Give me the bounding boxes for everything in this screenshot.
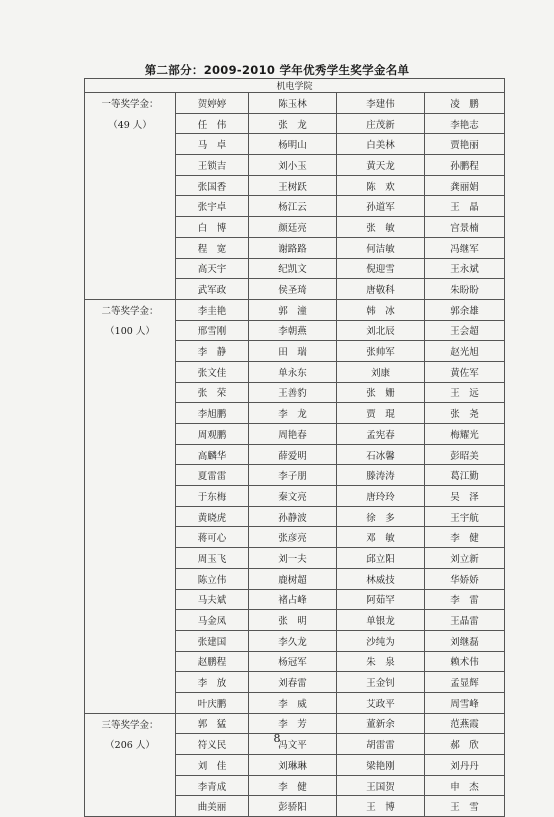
- student-name-cell: 李 放: [176, 672, 249, 693]
- student-name-cell: 何洁敏: [337, 237, 425, 258]
- student-name-cell: 刘琳琳: [249, 755, 337, 776]
- student-name-cell: 王永斌: [425, 258, 505, 279]
- student-name-cell: 龚丽娟: [425, 175, 505, 196]
- table-row: [85, 258, 505, 279]
- student-name-cell: 凌 鹏: [425, 93, 505, 114]
- student-name-cell: 张宇卓: [176, 196, 249, 217]
- student-name-cell: 艾政平: [337, 692, 425, 713]
- award-category-cell: [85, 775, 176, 796]
- student-name-cell: 单银龙: [337, 610, 425, 631]
- award-category-cell: [85, 548, 176, 569]
- table-row: [85, 113, 505, 134]
- student-name-cell: 于东梅: [176, 486, 249, 507]
- student-name-cell: 单永东: [249, 361, 337, 382]
- table-row: [85, 403, 505, 424]
- student-name-cell: 张帅军: [337, 341, 425, 362]
- student-name-cell: 王 晶: [425, 196, 505, 217]
- table-row: [85, 155, 505, 176]
- student-name-cell: 申 杰: [425, 775, 505, 796]
- award-category-cell: [85, 403, 176, 424]
- student-name-cell: 贾 琨: [337, 403, 425, 424]
- award-category-cell: [85, 465, 176, 486]
- award-category-cell: 一等奖学金：: [85, 93, 176, 114]
- table-row: [85, 444, 505, 465]
- table-row: [85, 424, 505, 445]
- student-name-cell: 李子朋: [249, 465, 337, 486]
- student-name-cell: 王锁吉: [176, 155, 249, 176]
- student-name-cell: 刘一夫: [249, 548, 337, 569]
- table-row: [85, 217, 505, 238]
- student-name-cell: 李朝燕: [249, 320, 337, 341]
- award-category-cell: [85, 382, 176, 403]
- award-category-cell: [85, 568, 176, 589]
- student-name-cell: 李 芳: [249, 713, 337, 734]
- table-row: [85, 589, 505, 610]
- student-name-cell: 李 健: [249, 775, 337, 796]
- student-name-cell: 褚占峰: [249, 589, 337, 610]
- student-name-cell: 李 静: [176, 341, 249, 362]
- student-name-cell: 冯继军: [425, 237, 505, 258]
- student-name-cell: 张 尧: [425, 403, 505, 424]
- table-row: [85, 775, 505, 796]
- table-row: [85, 506, 505, 527]
- student-name-cell: 唐敬科: [337, 279, 425, 300]
- award-category-cell: [85, 486, 176, 507]
- student-name-cell: 孙静波: [249, 506, 337, 527]
- student-name-cell: 刘 佳: [176, 755, 249, 776]
- student-name-cell: 郭余雄: [425, 299, 505, 320]
- student-name-cell: 邱立阳: [337, 548, 425, 569]
- table-row: [85, 630, 505, 651]
- student-name-cell: 宫景楠: [425, 217, 505, 238]
- table-row: [85, 134, 505, 155]
- student-name-cell: 张彦亮: [249, 527, 337, 548]
- student-name-cell: 董新余: [337, 713, 425, 734]
- student-name-cell: 郝 欣: [425, 734, 505, 755]
- page-number: 8: [273, 732, 281, 745]
- student-name-cell: 张 敏: [337, 217, 425, 238]
- award-category-cell: [85, 258, 176, 279]
- student-name-cell: 田 瑞: [249, 341, 337, 362]
- student-name-cell: 郭 猛: [176, 713, 249, 734]
- table-row: [85, 299, 505, 320]
- student-name-cell: 梅耀光: [425, 424, 505, 445]
- student-name-cell: 王国贺: [337, 775, 425, 796]
- student-name-cell: 任 伟: [176, 113, 249, 134]
- table-row: [85, 341, 505, 362]
- student-name-cell: 王 博: [337, 796, 425, 817]
- student-name-cell: 黄晓虎: [176, 506, 249, 527]
- student-name-cell: 赵鹏程: [176, 651, 249, 672]
- award-category-cell: [85, 424, 176, 445]
- student-name-cell: 范燕霞: [425, 713, 505, 734]
- student-name-cell: 杨明山: [249, 134, 337, 155]
- student-name-cell: 王金钊: [337, 672, 425, 693]
- student-name-cell: 周艳春: [249, 424, 337, 445]
- student-name-cell: 陈立伟: [176, 568, 249, 589]
- student-name-cell: 曲美丽: [176, 796, 249, 817]
- student-name-cell: 杨冠军: [249, 651, 337, 672]
- table-row: [85, 196, 505, 217]
- table-row: [85, 548, 505, 569]
- award-category-cell: [85, 755, 176, 776]
- award-category-cell: [85, 796, 176, 817]
- student-name-cell: 刘北辰: [337, 320, 425, 341]
- table-row: [85, 796, 505, 817]
- table-row: [85, 568, 505, 589]
- student-name-cell: 李旭鹏: [176, 403, 249, 424]
- student-name-cell: 谢路路: [249, 237, 337, 258]
- student-name-cell: 王 雪: [425, 796, 505, 817]
- table-row: [85, 672, 505, 693]
- student-name-cell: 王善豹: [249, 382, 337, 403]
- student-name-cell: 张文佳: [176, 361, 249, 382]
- award-category-cell: （100 人）: [85, 320, 176, 341]
- student-name-cell: 胡雷雷: [337, 734, 425, 755]
- award-category-cell: [85, 134, 176, 155]
- student-name-cell: 刘立新: [425, 548, 505, 569]
- student-name-cell: 赵光旭: [425, 341, 505, 362]
- student-name-cell: 秦文亮: [249, 486, 337, 507]
- award-category-cell: [85, 217, 176, 238]
- award-category-cell: [85, 630, 176, 651]
- student-name-cell: 李 雷: [425, 589, 505, 610]
- student-name-cell: 王晶雷: [425, 610, 505, 631]
- table-row: [85, 527, 505, 548]
- award-category-cell: [85, 341, 176, 362]
- student-name-cell: 程 宽: [176, 237, 249, 258]
- student-name-cell: 周雪峰: [425, 692, 505, 713]
- table-row: [85, 93, 505, 114]
- award-category-cell: [85, 237, 176, 258]
- student-name-cell: 陈 欢: [337, 175, 425, 196]
- student-name-cell: 华娇娇: [425, 568, 505, 589]
- table-row: [85, 320, 505, 341]
- student-name-cell: 朱 泉: [337, 651, 425, 672]
- student-name-cell: 白 博: [176, 217, 249, 238]
- student-name-cell: 符义民: [176, 734, 249, 755]
- student-name-cell: 黄佐军: [425, 361, 505, 382]
- table-row: [85, 279, 505, 300]
- student-name-cell: 杨江云: [249, 196, 337, 217]
- award-category-cell: [85, 279, 176, 300]
- student-name-cell: 王宇航: [425, 506, 505, 527]
- student-name-cell: 薛爱明: [249, 444, 337, 465]
- table-row: [85, 465, 505, 486]
- student-name-cell: 夏雷雷: [176, 465, 249, 486]
- award-category-cell: [85, 155, 176, 176]
- student-name-cell: 刘春雷: [249, 672, 337, 693]
- award-category-cell: 二等奖学金：: [85, 299, 176, 320]
- table-row: [85, 175, 505, 196]
- student-name-cell: 贾艳丽: [425, 134, 505, 155]
- student-name-cell: 韩 冰: [337, 299, 425, 320]
- student-name-cell: 孟显辉: [425, 672, 505, 693]
- student-name-cell: 林威技: [337, 568, 425, 589]
- student-name-cell: 刘继磊: [425, 630, 505, 651]
- award-category-cell: （206 人）: [85, 734, 176, 755]
- student-name-cell: 蒋可心: [176, 527, 249, 548]
- student-name-cell: 刘康: [337, 361, 425, 382]
- student-name-cell: 贺婷婷: [176, 93, 249, 114]
- student-name-cell: 邓 敏: [337, 527, 425, 548]
- award-category-cell: [85, 589, 176, 610]
- student-name-cell: 陈玉林: [249, 93, 337, 114]
- table-row: [85, 382, 505, 403]
- student-name-cell: 孙鹏程: [425, 155, 505, 176]
- scholarship-table: [84, 78, 505, 817]
- student-name-cell: 马金凤: [176, 610, 249, 631]
- student-name-cell: 张国香: [176, 175, 249, 196]
- award-category-cell: [85, 361, 176, 382]
- table-row: [85, 713, 505, 734]
- student-name-cell: 武军政: [176, 279, 249, 300]
- student-name-cell: 周观鹏: [176, 424, 249, 445]
- student-name-cell: 周玉飞: [176, 548, 249, 569]
- award-category-cell: [85, 610, 176, 631]
- table-row: [85, 610, 505, 631]
- student-name-cell: 石冰馨: [337, 444, 425, 465]
- student-name-cell: 马 卓: [176, 134, 249, 155]
- student-name-cell: 孙道军: [337, 196, 425, 217]
- student-name-cell: 唐玲玲: [337, 486, 425, 507]
- student-name-cell: 李建伟: [337, 93, 425, 114]
- section-row: [85, 79, 505, 93]
- award-category-cell: 三等奖学金：: [85, 713, 176, 734]
- table-row: [85, 651, 505, 672]
- student-name-cell: 纪凯文: [249, 258, 337, 279]
- student-name-cell: 阿茹罕: [337, 589, 425, 610]
- award-category-cell: [85, 651, 176, 672]
- award-category-cell: （49 人）: [85, 113, 176, 134]
- student-name-cell: 彭昭美: [425, 444, 505, 465]
- student-name-cell: 梁艳刚: [337, 755, 425, 776]
- student-name-cell: 朱盼盼: [425, 279, 505, 300]
- student-name-cell: 张 明: [249, 610, 337, 631]
- student-name-cell: 高麟华: [176, 444, 249, 465]
- table-row: [85, 692, 505, 713]
- table-row: [85, 361, 505, 382]
- student-name-cell: 郭 潼: [249, 299, 337, 320]
- student-name-cell: 李艳志: [425, 113, 505, 134]
- student-name-cell: 李 威: [249, 692, 337, 713]
- student-name-cell: 李 健: [425, 527, 505, 548]
- student-name-cell: 马夫斌: [176, 589, 249, 610]
- student-name-cell: 高天宇: [176, 258, 249, 279]
- student-name-cell: 李青成: [176, 775, 249, 796]
- student-name-cell: 张 荣: [176, 382, 249, 403]
- student-name-cell: 倪迎雪: [337, 258, 425, 279]
- student-name-cell: 沙纯为: [337, 630, 425, 651]
- student-name-cell: 侯圣琦: [249, 279, 337, 300]
- award-category-cell: [85, 506, 176, 527]
- page-title: 第二部分：2009-2010 学年优秀学生奖学金名单: [144, 63, 410, 77]
- student-name-cell: 李 龙: [249, 403, 337, 424]
- student-name-cell: 李久龙: [249, 630, 337, 651]
- student-name-cell: 滕涛涛: [337, 465, 425, 486]
- student-name-cell: 孟宪春: [337, 424, 425, 445]
- student-name-cell: 徐 多: [337, 506, 425, 527]
- student-name-cell: 刘小玉: [249, 155, 337, 176]
- student-name-cell: 白美林: [337, 134, 425, 155]
- section-title: 机电学院: [85, 79, 505, 93]
- student-name-cell: 吴 泽: [425, 486, 505, 507]
- student-name-cell: 叶庆鹏: [176, 692, 249, 713]
- student-name-cell: 王 远: [425, 382, 505, 403]
- scholarship-table-body: [85, 79, 505, 817]
- award-category-cell: [85, 175, 176, 196]
- student-name-cell: 刘丹丹: [425, 755, 505, 776]
- award-category-cell: [85, 692, 176, 713]
- student-name-cell: 王会超: [425, 320, 505, 341]
- student-name-cell: 张 姗: [337, 382, 425, 403]
- student-name-cell: 李圭艳: [176, 299, 249, 320]
- award-category-cell: [85, 672, 176, 693]
- award-category-cell: [85, 196, 176, 217]
- student-name-cell: 黄天龙: [337, 155, 425, 176]
- student-name-cell: 王树跃: [249, 175, 337, 196]
- student-name-cell: 张 龙: [249, 113, 337, 134]
- student-name-cell: 葛江勤: [425, 465, 505, 486]
- table-row: [85, 486, 505, 507]
- award-category-cell: [85, 444, 176, 465]
- student-name-cell: 庄茂新: [337, 113, 425, 134]
- student-name-cell: 赖术伟: [425, 651, 505, 672]
- student-name-cell: 张建国: [176, 630, 249, 651]
- student-name-cell: 颜廷亮: [249, 217, 337, 238]
- student-name-cell: 彭骄阳: [249, 796, 337, 817]
- table-row: [85, 237, 505, 258]
- student-name-cell: 冯文平: [249, 734, 337, 755]
- student-name-cell: 邢雪刚: [176, 320, 249, 341]
- award-category-cell: [85, 527, 176, 548]
- student-name-cell: 鹿树超: [249, 568, 337, 589]
- table-row: [85, 755, 505, 776]
